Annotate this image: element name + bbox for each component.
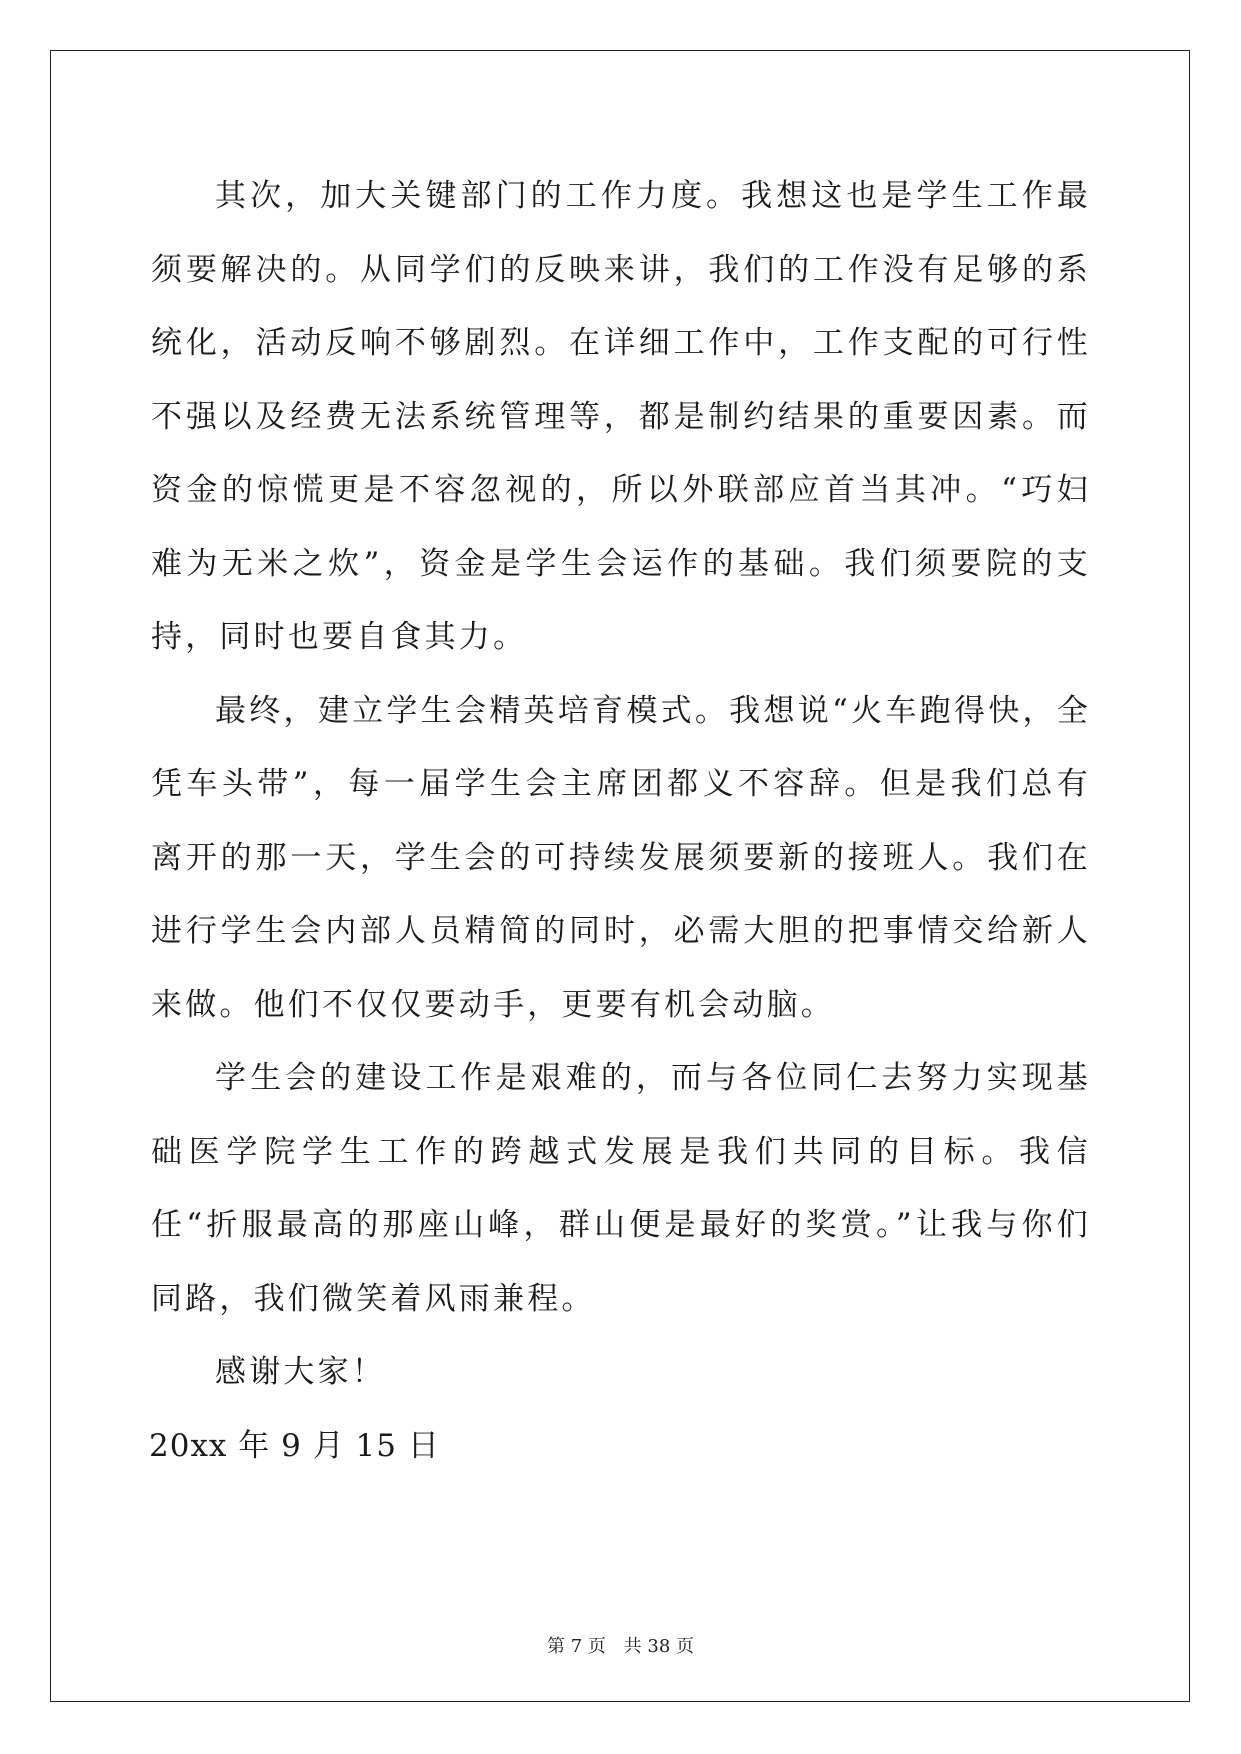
page-number-current: 第 7 页 xyxy=(547,1636,606,1657)
page-number-total: 共 38 页 xyxy=(623,1636,694,1657)
document-date: 20xx 年 9 月 15 日 xyxy=(149,1427,440,1464)
paragraph-3: 学生会的建设工作是艰难的，而与各位同仁去努力实现基础医学院学生工作的跨越式发展是我们共同的目标。我信任“折服最高的那座山峰，群山便是最好的奖赏。”让我与你们同路，我们微笑着风雨兼程。 xyxy=(151,1060,1091,1317)
paragraph-1: 其次，加大关键部门的工作力度。我想这也是学生工作最须要解决的。从同学们的反映来讲，我们的工作没有足够的系统化，活动反响不够剧烈。在详细工作中，工作支配的可行性不强以及经费无法系统管理等，都是制约结果的重要因素。而资金的惊慌更是不容忽视的，所以外联部应首当其冲。“巧妇难为无米之炊”，资金是学生会运作的基础。我们须要院的支持，同时也要自食其力。 xyxy=(151,178,1091,655)
closing-thanks: 感谢大家！ xyxy=(215,1354,386,1390)
paragraph-2: 最终，建立学生会精英培育模式。我想说“火车跑得快，全凭车头带”，每一届学生会主席团都义不容辞。但是我们总有离开的那一天，学生会的可持续发展须要新的接班人。我们在进行学生会内部人员精简的同时，必需大胆的把事情交给新人来做。他们不仅仅要动手，更要有机会动脑。 xyxy=(151,692,1091,1023)
document-body xyxy=(151,160,1091,1483)
page-footer xyxy=(0,1632,1241,1658)
